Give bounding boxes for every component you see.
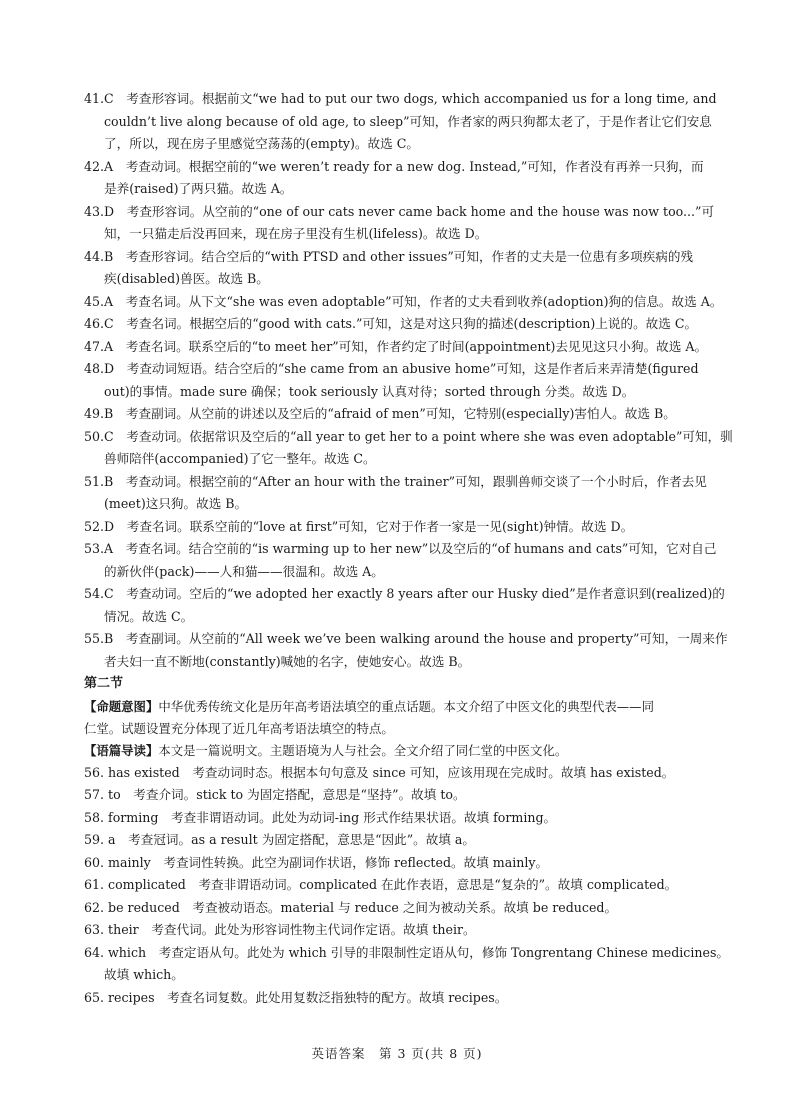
answer-item [84, 246, 712, 291]
answer-line: 44.B 考查形容词。结合空后的“with PTSD and other issues”可知，作者的丈夫是一位患有多项疾病的残 [84, 248, 694, 264]
guide-text: 本文是一篇说明文。主题语境为人与社会。全文介绍了同仁堂的中医文化。 [158, 742, 568, 758]
answer-line: 47.A 考查名词。联系空后的“to meet her”可知，作者约定了时间(appointment)去见见这只小狗。故选 A。 [84, 338, 708, 354]
answer-line: 者夫妇一直不断地(constantly)喊她的名字，使她安心。故选 B。 [104, 653, 471, 669]
answer-item [84, 919, 712, 942]
answer-line: 57. to 考查介词。stick to 为固定搭配，意思是“坚持”。故填 to。 [84, 787, 466, 802]
answer-line: 56. has existed 考查动词时态。根据本句句意及 since 可知，应该用现在完成时。故填 has existed。 [84, 764, 675, 780]
section-two-title: 第二节 [84, 676, 124, 691]
answer-line: 43.D 考查形容词。从空前的“one of our cats never came back home and the house was now too...”可 [84, 203, 715, 219]
answer-line: 50.C 考查动词。依据常识及空后的“all year to get her to a point where she was even adoptable”可知，驯 [84, 428, 733, 444]
answer-item [84, 336, 712, 359]
answer-line: 52.D 考查名词。联系空前的“love at first”可知，它对于作者一家是一见(sight)钟情。故选 D。 [84, 518, 634, 534]
answer-line: 48.D 考查动词短语。结合空后的“she came from an abusive home”可知，这是作者后来弄清楚(figured [84, 361, 699, 376]
answer-line: 60. mainly 考查词性转换。此空为副词作状语，修饰 reflected。故填 mainly。 [84, 854, 549, 870]
intent-line-2: 仁堂。试题设置充分体现了近几年高考语法填空的特点。 [84, 720, 394, 736]
guide-paragraph [84, 740, 712, 762]
guide-tag: 【语篇导读】 [84, 742, 159, 758]
answer-item [84, 784, 712, 807]
answer-line: 49.B 考查副词。从空前的讲述以及空后的“afraid of men”可知，它特别(especially)害怕人。故选 B。 [84, 406, 676, 421]
answer-line: 61. complicated 考查非谓语动词。complicated 在此作表语，意思是“复杂的”。故填 complicated。 [84, 877, 678, 892]
answer-line: 65. recipes 考查名词复数。此处用复数泛指独特的配方。故填 recipes。 [84, 989, 508, 1005]
answer-line: 45.A 考查名词。从下文“she was even adoptable”可知，作者的丈夫看到收养(adoption)狗的信息。故选 A。 [84, 293, 723, 309]
answer-item [84, 942, 729, 987]
answer-item [84, 538, 717, 583]
answer-line: (meet)这只狗。故选 B。 [104, 496, 248, 511]
answer-line: 兽师陪伴(accompanied)了它一整年。故选 C。 [104, 451, 376, 466]
answer-line: out)的事情。made sure 确保；took seriously 认真对待；sorted through 分类。故选 D。 [104, 383, 635, 399]
answer-line: 了，所以，现在房子里感觉空荡荡的(empty)。故选 C。 [104, 136, 419, 151]
answer-content [84, 88, 733, 1009]
intent-text: 中华优秀传统文化是历年高考语法填空的重点话题。本文介绍了中医文化的典型代表——同 [158, 698, 654, 714]
answer-line: 故填 which。 [104, 967, 184, 982]
answer-item [84, 403, 712, 426]
intent-line-1 [84, 696, 712, 718]
answer-line: 42.A 考查动词。根据空前的“we weren’t ready for a new dog. Instead,”可知，作者没有再养一只狗，而 [84, 158, 704, 174]
answer-line: 59. a 考查冠词。as a result 为固定搭配，意思是“因此”。故填 a。 [84, 832, 476, 847]
answer-line: 63. their 考查代词。此处为形容词性物主代词作定语。故填 their。 [84, 922, 476, 937]
answer-line: 53.A 考查名词。结合空前的“is warming up to her new”以及空后的“of humans and cats”可知，它对自己 [84, 541, 717, 556]
answer-item [84, 897, 712, 920]
answer-item [84, 358, 712, 403]
answer-item [84, 987, 712, 1010]
answer-item [84, 426, 733, 471]
answer-item [84, 471, 712, 516]
answer-item [84, 291, 723, 314]
answer-item [84, 88, 717, 156]
section-one-answers [84, 88, 733, 673]
intent-tag: 【命题意图】 [84, 698, 159, 714]
answer-item [84, 807, 712, 830]
answer-item [84, 762, 712, 785]
answer-item [84, 829, 712, 852]
answer-line: 64. which 考查定语从句。此处为 which 引导的非限制性定语从句，修饰 Tongrentang Chinese medicines。 [84, 944, 729, 960]
page-footer: 英语答案 第 3 页(共 8 页) [311, 1046, 483, 1061]
answer-line: 46.C 考查名词。根据空后的“good with cats.”可知，这是对这只狗的描述(description)上说的。故选 C。 [84, 316, 698, 331]
answer-line: 54.C 考查动词。空后的“we adopted her exactly 8 years after our Husky died”是作者意识到(realized)的 [84, 586, 725, 601]
answer-item [84, 852, 712, 875]
answer-line: 41.C 考查形容词。根据前文“we had to put our two dogs, which accompanied us for a long time, and [84, 91, 717, 106]
answer-line: 55.B 考查副词。从空前的“All week we’ve been walking around the house and property”可知，一周来作 [84, 631, 728, 646]
answer-line: 情况。故选 C。 [104, 608, 194, 624]
answer-item [84, 628, 728, 673]
answer-line: 58. forming 考查非谓语动词。此处为动词-ing 形式作结果状语。故填 forming。 [84, 809, 557, 825]
answer-line: 51.B 考查动词。根据空前的“After an hour with the trainer”可知，跟驯兽师交谈了一个小时后，作者去见 [84, 473, 707, 489]
answer-item [84, 313, 712, 336]
section-two-answers [84, 762, 729, 1010]
guide-line [84, 740, 712, 762]
answer-line: 的新伙伴(pack)——人和猫——很温和。故选 A。 [104, 563, 384, 579]
answer-line: 疾(disabled)兽医。故选 B。 [104, 271, 269, 286]
answer-item [84, 156, 712, 201]
intent-paragraph [84, 696, 712, 740]
answer-item [84, 201, 715, 246]
answer-line: 是养(raised)了两只猫。故选 A。 [104, 181, 293, 196]
answer-line: 知，一只猫走后没再回来，现在房子里没有生机(lifeless)。故选 D。 [104, 226, 488, 241]
answer-line: 62. be reduced 考查被动语态。material 与 reduce 之间为被动关系。故填 be reduced。 [84, 899, 618, 915]
answer-item [84, 516, 712, 539]
answer-item [84, 874, 712, 897]
answer-item [84, 583, 725, 628]
answer-line: couldn’t live along because of old age, to sleep”可知，作者家的两只狗都太老了，于是作者让它们安息 [104, 113, 712, 129]
